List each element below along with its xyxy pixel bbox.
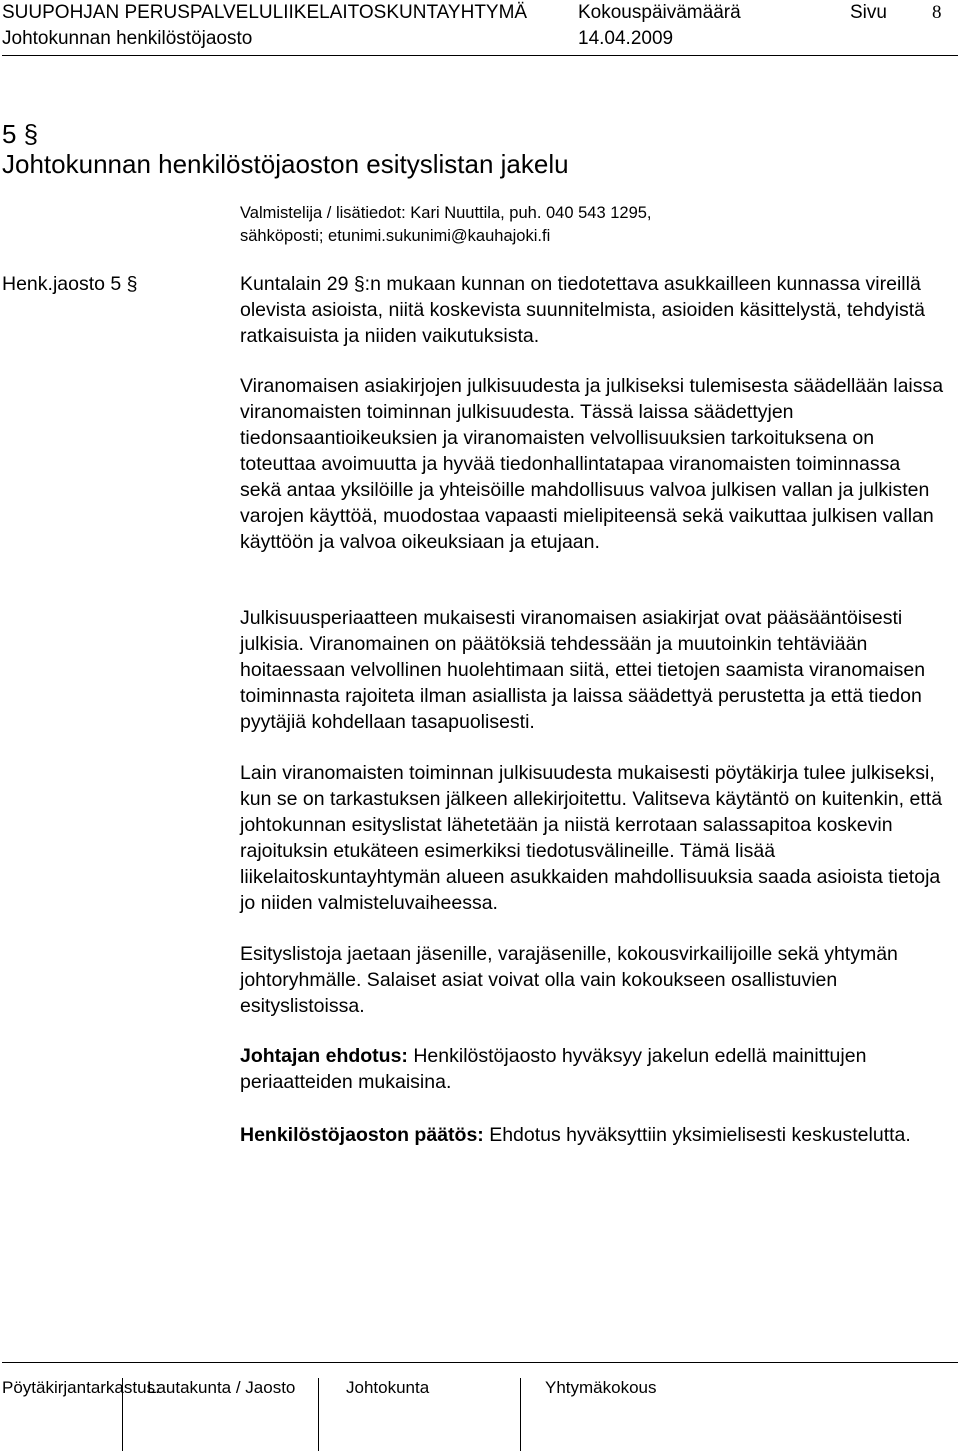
decision <box>240 1122 945 1148</box>
case-label: Henk.jaosto 5 § <box>2 273 138 295</box>
header-date-label: Kokouspäivämäärä <box>578 2 741 23</box>
header-page-number: 8 <box>932 2 942 23</box>
director-proposal <box>240 1043 945 1095</box>
section-number: 5 § <box>2 119 39 149</box>
footer-divider <box>2 1362 958 1363</box>
footer-assembly: Yhtymäkokous <box>545 1378 657 1397</box>
footer-board2: Johtokunta <box>346 1378 430 1397</box>
footer-check-label: Pöytäkirjantarkastus: <box>2 1378 160 1397</box>
paragraph-2: Viranomaisen asiakirjojen julkisuudesta ja julkiseksi tulemisesta säädellään laissa viranomaisten toiminnan julkisuudesta. Tässä laissa säädettyjen tiedonsaantioikeuksien ja viranomaisten velvollisuuksien tarkoituksena on toteuttaa avoimuutta ja hyvää tiedonhallintatapaa viranomaisten toiminnassa sekä antaa yksilöille ja yhteisöille mahdollisuus valvoa julkisen vallan ja julkisten varojen käyttöä, muodostaa vapaasti mielipiteensä sekä vaikuttaa julkisen vallan käyttöön ja valvoa oikeuksiaan ja etujaan. <box>240 375 944 553</box>
decision-label: Henkilöstöjaoston päätös: <box>240 1124 484 1146</box>
section-title: Johtokunnan henkilöstöjaoston esityslistan jakelu <box>2 149 569 179</box>
preparer-line: Valmistelija / lisätiedot: Kari Nuuttila, puh. 040 543 1295, <box>240 204 652 222</box>
paragraph-4: Lain viranomaisten toiminnan julkisuudesta mukaisesti pöytäkirja tulee julkiseksi, kun se on tarkastuksen jälkeen allekirjoitettu. Valitseva käytäntö on kuitenkin, että johtokunnan esityslistat lähetetään ja niistä kerrotaan salassapitoa koskevin rajoituksin etukäteen esimerkiksi tiedotusvälineille. Tämä lisää liikelaitoskuntayhtymän alueen asukkaiden mahdollisuuksia saada asioista tietoja jo niiden valmisteluvaiheessa. <box>240 762 943 914</box>
header-divider <box>2 55 958 56</box>
footer-separator-1 <box>122 1378 123 1451</box>
header-page-label: Sivu <box>850 2 887 23</box>
footer-board: Lautakunta / Jaosto <box>147 1378 296 1397</box>
paragraph-3: Julkisuusperiaatteen mukaisesti viranomaisen asiakirjat ovat pääsääntöisesti julkisia. Viranomainen on päätöksiä tehdessään ja muutoinkin tehtäviään hoitaessaan velvollinen huolehtimaan siitä, ettei tietojen saamista viranomaisen toiminnasta rajoiteta ilman asiallista ja laissa säädettyä perustetta ja että tiedon pyytäjiä kohdellaan tasapuolisesti. <box>240 607 926 733</box>
proposal-label: Johtajan ehdotus: <box>240 1045 408 1067</box>
footer-separator-2 <box>318 1378 319 1451</box>
header-organization: SUUPOHJAN PERUSPALVELULIIKELAITOSKUNTAYHTYMÄ <box>2 2 528 23</box>
header-body-name: Johtokunnan henkilöstöjaosto <box>2 28 253 49</box>
paragraph-5: Esityslistoja jaetaan jäsenille, varajäsenille, kokousvirkailijoille sekä yhtymän johtoryhmälle. Salaiset asiat voivat olla vain kokoukseen osallistuvien esityslistoissa. <box>240 943 898 1017</box>
contact-line: sähköposti; etunimi.sukunimi@kauhajoki.fi <box>240 227 551 245</box>
paragraph-1: Kuntalain 29 §:n mukaan kunnan on tiedotettava asukkailleen kunnassa vireillä olevista asioista, niitä koskevista suunnitelmista, asioiden käsittelystä, tehdyistä ratkaisuista ja niiden vaikutuksista. <box>240 273 926 347</box>
proposal-text: Henkilöstöjaosto hyväksyy jakelun edellä mainittujen periaatteiden mukaisina. <box>240 1045 867 1093</box>
header-date: 14.04.2009 <box>578 28 674 49</box>
decision-text: Ehdotus hyväksyttiin yksimielisesti keskustelutta. <box>489 1124 911 1146</box>
footer-separator-3 <box>520 1378 521 1451</box>
